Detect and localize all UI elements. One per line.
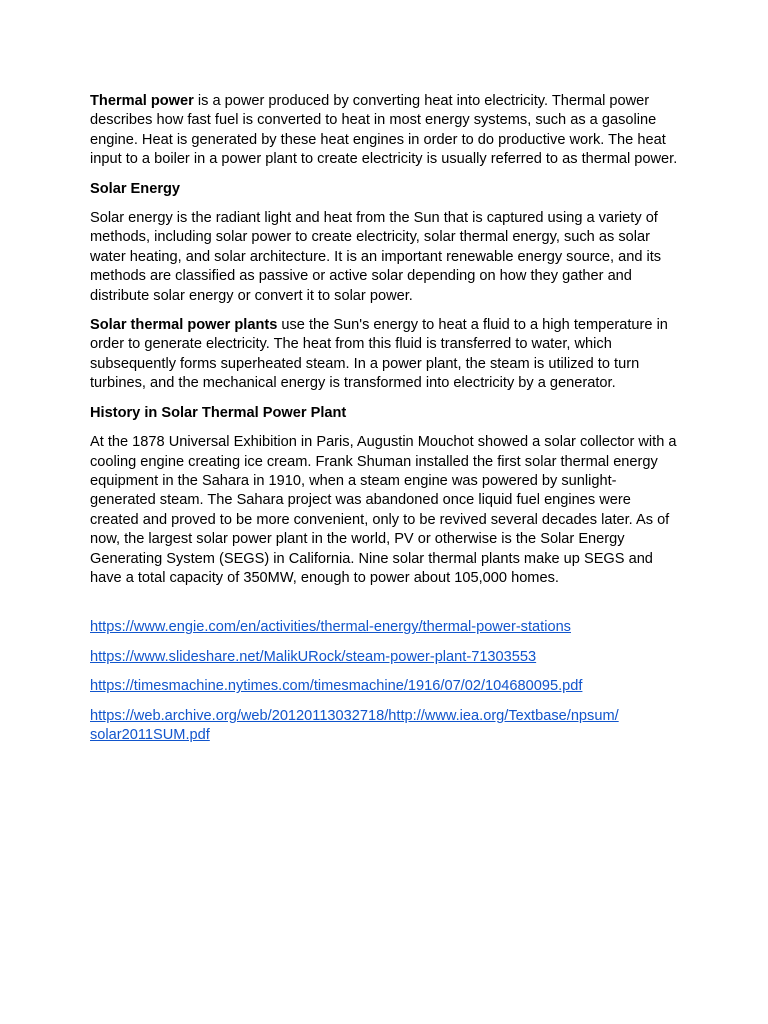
document-page — [90, 92, 682, 755]
reference-link-nytimes[interactable]: https://timesmachine.nytimes.com/timesmachine/1916/07/02/104680095.pdf — [90, 678, 583, 695]
solar-thermal-term: Solar thermal power plants — [90, 317, 278, 334]
reference-link-iea-line2: solar2011SUM.pdf — [90, 726, 210, 743]
history-heading: History in Solar Thermal Power Plant — [90, 404, 347, 421]
intro-text: is a power produced by converting heat into electricity. Thermal power describes how fast fuel is converted to heat in most energy systems, such as a gasoline engine. Heat is generated by these heat engines in order to do productive work. The heat input to a boiler in a power plant to create electricity is usually referred to as thermal power. — [90, 93, 678, 168]
reference-link-iea[interactable] — [90, 707, 682, 746]
reference-link-slideshare[interactable]: https://www.slideshare.net/MalikURock/steam-power-plant-71303553 — [90, 648, 537, 665]
solar-thermal-text: use the Sun's energy to heat a fluid to a high temperature in order to generate electricity. The heat from this fluid is transferred to water, which subsequently forms superheated steam. In a power plant, the steam is utilized to turn turbines, and the mechanical energy is transformed into electricity by a generator. — [90, 317, 668, 392]
solar-energy-paragraph: Solar energy is the radiant light and heat from the Sun that is captured using a variety of methods, including solar power to create electricity, solar thermal energy, such as solar water heating, and solar architecture. It is an important renewable energy source, and its methods are classified as passive or active solar depending on how they gather and distribute solar energy or convert it to solar power. — [90, 210, 662, 304]
reference-link-iea-line1: https://web.archive.org/web/20120113032718/http://www.iea.org/Textbase/npsum/ — [90, 707, 619, 724]
intro-paragraph — [90, 92, 682, 170]
solar-energy-heading: Solar Energy — [90, 180, 181, 197]
reference-link-engie[interactable]: https://www.engie.com/en/activities/thermal-energy/thermal-power-stations — [90, 619, 571, 636]
history-paragraph: At the 1878 Universal Exhibition in Paris, Augustin Mouchot showed a solar collector with a cooling engine creating ice cream. Frank Shuman installed the first solar thermal energy equipment in the Sahara in 1910, when a steam engine was powered by sunlight-generated steam. The Sahara project was abandoned once liquid fuel engines were created and proved to be more convenient, only to be revived several decades later. As of now, the largest solar power plant in the world, PV or otherwise is the Solar Energy Generating System (SEGS) in California. Nine solar thermal plants make up SEGS and have a total capacity of 350MW, enough to power about 105,000 homes. — [90, 434, 677, 586]
reference-links — [90, 618, 682, 745]
thermal-power-term: Thermal power — [90, 93, 194, 109]
solar-thermal-paragraph — [90, 316, 682, 394]
